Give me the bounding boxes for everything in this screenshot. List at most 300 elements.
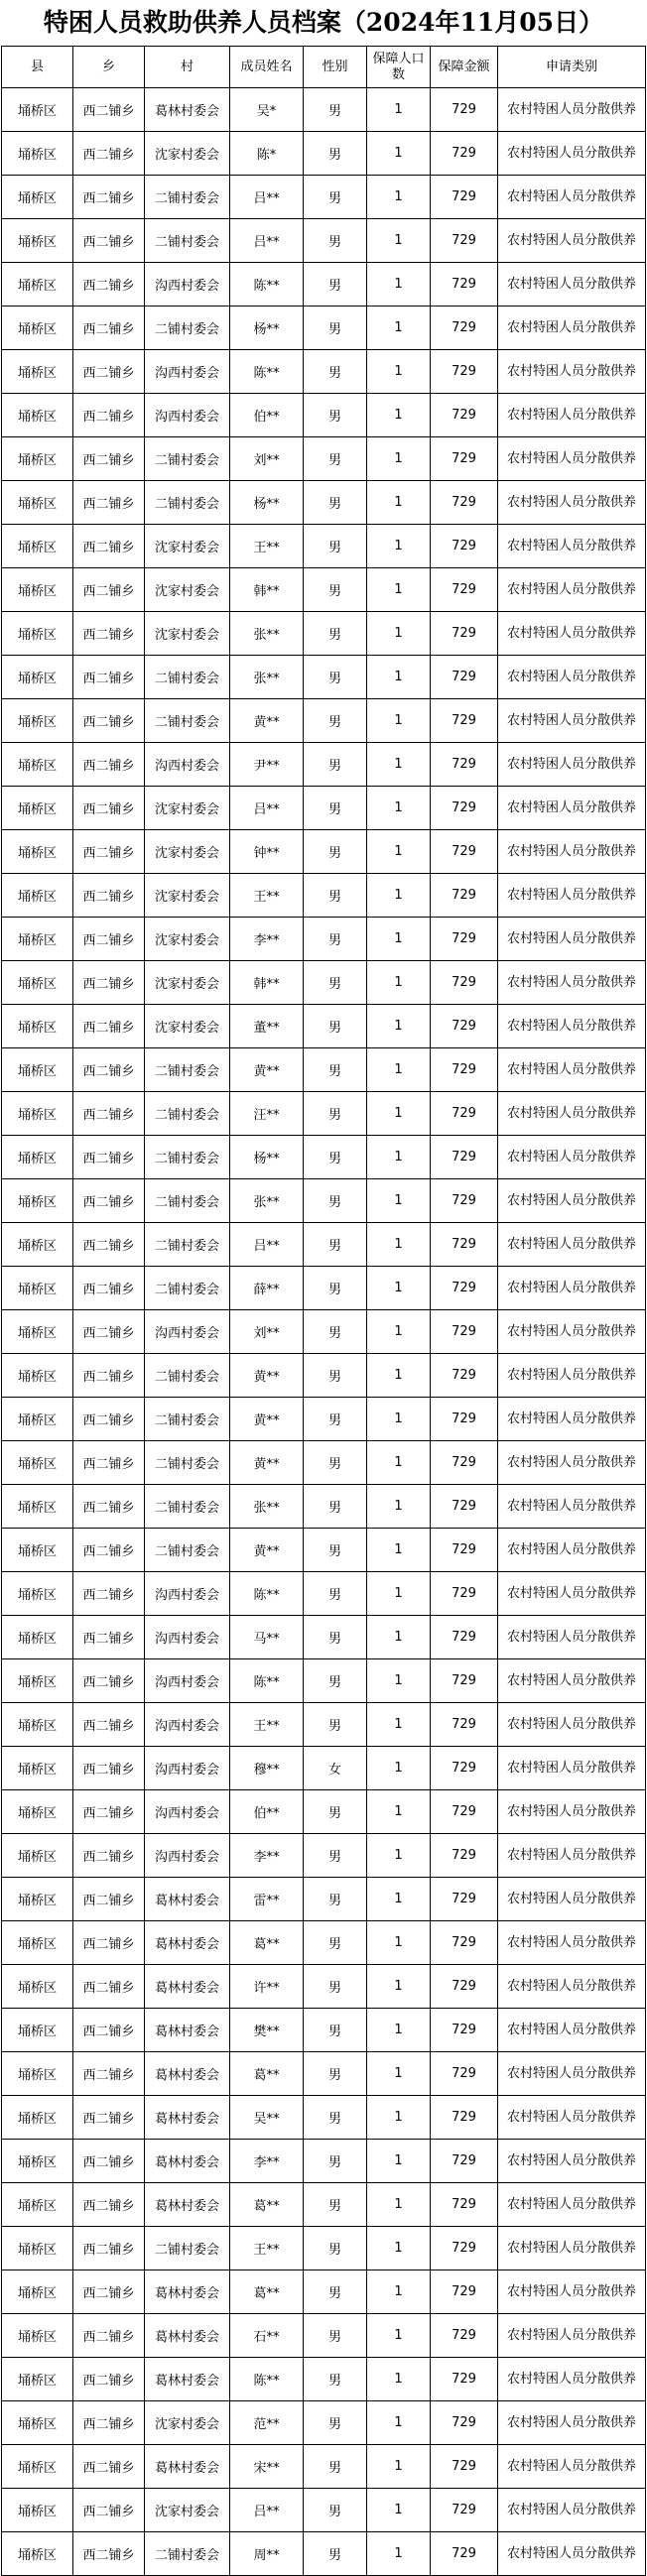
amount-cell: 729: [431, 1921, 498, 1965]
table-body: [2, 88, 646, 2576]
county-cell: 埇桥区: [2, 1659, 73, 1703]
gender-cell: 男: [304, 918, 367, 961]
gender-cell: 男: [304, 1878, 367, 1921]
table-row: [2, 437, 646, 481]
name-cell: 陈**: [230, 350, 304, 394]
category-cell: 农村特困人员分散供养: [498, 2096, 646, 2140]
gender-cell: 男: [304, 830, 367, 874]
county-cell: 埇桥区: [2, 1878, 73, 1921]
name-cell: 陈**: [230, 1572, 304, 1616]
header-name: 成员姓名: [230, 47, 304, 88]
name-cell: 葛**: [230, 1921, 304, 1965]
count-cell: 1: [367, 481, 431, 525]
category-cell: 农村特困人员分散供养: [498, 699, 646, 743]
category-cell: 农村特困人员分散供养: [498, 2270, 646, 2314]
township-cell: 西二铺乡: [73, 307, 145, 350]
amount-cell: 729: [431, 2532, 498, 2576]
amount-cell: 729: [431, 1267, 498, 1310]
category-cell: 农村特困人员分散供养: [498, 1136, 646, 1179]
amount-cell: 729: [431, 2140, 498, 2183]
county-cell: 埇桥区: [2, 830, 73, 874]
township-cell: 西二铺乡: [73, 2140, 145, 2183]
gender-cell: 男: [304, 2489, 367, 2532]
category-cell: 农村特困人员分散供养: [498, 2314, 646, 2358]
village-cell: 二铺村委会: [145, 1441, 230, 1485]
amount-cell: 729: [431, 1223, 498, 1267]
village-cell: 沟西村委会: [145, 1703, 230, 1747]
count-cell: 1: [367, 1703, 431, 1747]
amount-cell: 729: [431, 88, 498, 132]
amount-cell: 729: [431, 263, 498, 307]
count-cell: 1: [367, 743, 431, 787]
amount-cell: 729: [431, 2052, 498, 2096]
amount-cell: 729: [431, 1616, 498, 1659]
gender-cell: 男: [304, 176, 367, 219]
township-cell: 西二铺乡: [73, 1616, 145, 1659]
name-cell: 葛**: [230, 2052, 304, 2096]
county-cell: 埇桥区: [2, 525, 73, 568]
table-row: [2, 1572, 646, 1616]
gender-cell: 男: [304, 1310, 367, 1354]
gender-cell: 男: [304, 2140, 367, 2183]
township-cell: 西二铺乡: [73, 918, 145, 961]
name-cell: 许**: [230, 1965, 304, 2009]
village-cell: 沟西村委会: [145, 1616, 230, 1659]
count-cell: 1: [367, 830, 431, 874]
gender-cell: 男: [304, 1616, 367, 1659]
count-cell: 1: [367, 1005, 431, 1048]
amount-cell: 729: [431, 2096, 498, 2140]
table-row: [2, 1965, 646, 2009]
county-cell: 埇桥区: [2, 1441, 73, 1485]
gender-cell: 男: [304, 2358, 367, 2401]
name-cell: 吕**: [230, 2489, 304, 2532]
village-cell: 沈家村委会: [145, 830, 230, 874]
header-village: 村: [145, 47, 230, 88]
amount-cell: 729: [431, 918, 498, 961]
village-cell: 二铺村委会: [145, 1354, 230, 1398]
category-cell: 农村特困人员分散供养: [498, 612, 646, 656]
gender-cell: 男: [304, 612, 367, 656]
village-cell: 沈家村委会: [145, 612, 230, 656]
township-cell: 西二铺乡: [73, 2270, 145, 2314]
gender-cell: 男: [304, 2314, 367, 2358]
village-cell: 二铺村委会: [145, 1092, 230, 1136]
village-cell: 葛林村委会: [145, 2270, 230, 2314]
gender-cell: 男: [304, 1354, 367, 1398]
table-row: [2, 88, 646, 132]
name-cell: 葛**: [230, 2183, 304, 2227]
gender-cell: 男: [304, 1659, 367, 1703]
category-cell: 农村特困人员分散供养: [498, 1921, 646, 1965]
county-cell: 埇桥区: [2, 568, 73, 612]
gender-cell: 男: [304, 1485, 367, 1529]
amount-cell: 729: [431, 307, 498, 350]
township-cell: 西二铺乡: [73, 1092, 145, 1136]
name-cell: 王**: [230, 1703, 304, 1747]
township-cell: 西二铺乡: [73, 219, 145, 263]
township-cell: 西二铺乡: [73, 1747, 145, 1790]
category-cell: 农村特困人员分散供养: [498, 568, 646, 612]
table-row: [2, 263, 646, 307]
township-cell: 西二铺乡: [73, 961, 145, 1005]
county-cell: 埇桥区: [2, 1485, 73, 1529]
village-cell: 二铺村委会: [145, 1136, 230, 1179]
count-cell: 1: [367, 2009, 431, 2052]
category-cell: 农村特困人员分散供养: [498, 2401, 646, 2445]
gender-cell: 男: [304, 437, 367, 481]
county-cell: 埇桥区: [2, 2096, 73, 2140]
gender-cell: 男: [304, 1223, 367, 1267]
gender-cell: 男: [304, 2096, 367, 2140]
name-cell: 黄**: [230, 699, 304, 743]
name-cell: 伯**: [230, 394, 304, 437]
county-cell: 埇桥区: [2, 1223, 73, 1267]
name-cell: 石**: [230, 2314, 304, 2358]
table-row: [2, 743, 646, 787]
name-cell: 韩**: [230, 961, 304, 1005]
gender-cell: 男: [304, 2445, 367, 2489]
county-cell: 埇桥区: [2, 1179, 73, 1223]
category-cell: 农村特困人员分散供养: [498, 1310, 646, 1354]
county-cell: 埇桥区: [2, 961, 73, 1005]
name-cell: 吕**: [230, 787, 304, 830]
table-row: [2, 2358, 646, 2401]
amount-cell: 729: [431, 2009, 498, 2052]
village-cell: 二铺村委会: [145, 307, 230, 350]
table-row: [2, 568, 646, 612]
gender-cell: 男: [304, 350, 367, 394]
gender-cell: 男: [304, 2009, 367, 2052]
county-cell: 埇桥区: [2, 1921, 73, 1965]
township-cell: 西二铺乡: [73, 437, 145, 481]
table-row: [2, 1179, 646, 1223]
count-cell: 1: [367, 1572, 431, 1616]
count-cell: 1: [367, 1616, 431, 1659]
name-cell: 宋**: [230, 2445, 304, 2489]
county-cell: 埇桥区: [2, 132, 73, 176]
table-row: [2, 918, 646, 961]
gender-cell: 男: [304, 132, 367, 176]
count-cell: 1: [367, 1223, 431, 1267]
county-cell: 埇桥区: [2, 263, 73, 307]
village-cell: 沈家村委会: [145, 2401, 230, 2445]
township-cell: 西二铺乡: [73, 1965, 145, 2009]
township-cell: 西二铺乡: [73, 2532, 145, 2576]
township-cell: 西二铺乡: [73, 1659, 145, 1703]
village-cell: 葛林村委会: [145, 2183, 230, 2227]
name-cell: 黄**: [230, 1354, 304, 1398]
gender-cell: 男: [304, 568, 367, 612]
gender-cell: 男: [304, 88, 367, 132]
table-row: [2, 1310, 646, 1354]
gender-cell: 男: [304, 263, 367, 307]
village-cell: 葛林村委会: [145, 88, 230, 132]
gender-cell: 男: [304, 525, 367, 568]
table-row: [2, 1616, 646, 1659]
table-row: [2, 1703, 646, 1747]
count-cell: 1: [367, 1398, 431, 1441]
category-cell: 农村特困人员分散供养: [498, 874, 646, 918]
village-cell: 葛林村委会: [145, 2096, 230, 2140]
county-cell: 埇桥区: [2, 1048, 73, 1092]
township-cell: 西二铺乡: [73, 2227, 145, 2270]
gender-cell: 男: [304, 1921, 367, 1965]
village-cell: 沟西村委会: [145, 1659, 230, 1703]
page-title: 特困人员救助供养人员档案（2024年11月05日）: [43, 8, 604, 37]
village-cell: 二铺村委会: [145, 481, 230, 525]
township-cell: 西二铺乡: [73, 787, 145, 830]
category-cell: 农村特困人员分散供养: [498, 1223, 646, 1267]
category-cell: 农村特困人员分散供养: [498, 1965, 646, 2009]
amount-cell: 729: [431, 2401, 498, 2445]
category-cell: 农村特困人员分散供养: [498, 2140, 646, 2183]
table-row: [2, 2009, 646, 2052]
township-cell: 西二铺乡: [73, 1354, 145, 1398]
name-cell: 樊**: [230, 2009, 304, 2052]
county-cell: 埇桥区: [2, 1136, 73, 1179]
township-cell: 西二铺乡: [73, 1267, 145, 1310]
name-cell: 王**: [230, 2227, 304, 2270]
category-cell: 农村特困人员分散供养: [498, 1179, 646, 1223]
name-cell: 吴*: [230, 88, 304, 132]
county-cell: 埇桥区: [2, 176, 73, 219]
count-cell: 1: [367, 1921, 431, 1965]
category-cell: 农村特困人员分散供养: [498, 525, 646, 568]
count-cell: 1: [367, 1529, 431, 1572]
name-cell: 刘**: [230, 437, 304, 481]
count-cell: 1: [367, 1092, 431, 1136]
count-cell: 1: [367, 176, 431, 219]
gender-cell: 男: [304, 699, 367, 743]
name-cell: 张**: [230, 612, 304, 656]
table-row: [2, 481, 646, 525]
village-cell: 沟西村委会: [145, 743, 230, 787]
village-cell: 沈家村委会: [145, 961, 230, 1005]
category-cell: 农村特困人员分散供养: [498, 1834, 646, 1878]
county-cell: 埇桥区: [2, 2314, 73, 2358]
amount-cell: 729: [431, 787, 498, 830]
gender-cell: 男: [304, 1136, 367, 1179]
village-cell: 二铺村委会: [145, 1485, 230, 1529]
village-cell: 沈家村委会: [145, 874, 230, 918]
table-row: [2, 1659, 646, 1703]
table-row: [2, 1834, 646, 1878]
category-cell: 农村特困人员分散供养: [498, 1441, 646, 1485]
name-cell: 韩**: [230, 568, 304, 612]
gender-cell: 女: [304, 1747, 367, 1790]
category-cell: 农村特困人员分散供养: [498, 961, 646, 1005]
count-cell: 1: [367, 699, 431, 743]
table-row: [2, 2401, 646, 2445]
gender-cell: 男: [304, 481, 367, 525]
amount-cell: 729: [431, 1048, 498, 1092]
gender-cell: 男: [304, 2270, 367, 2314]
table-row: [2, 1136, 646, 1179]
table-row: [2, 1921, 646, 1965]
gender-cell: 男: [304, 1703, 367, 1747]
county-cell: 埇桥区: [2, 2401, 73, 2445]
category-cell: 农村特困人员分散供养: [498, 787, 646, 830]
gender-cell: 男: [304, 1790, 367, 1834]
name-cell: 陈*: [230, 132, 304, 176]
amount-cell: 729: [431, 2314, 498, 2358]
name-cell: 王**: [230, 525, 304, 568]
table-row: [2, 1354, 646, 1398]
township-cell: 西二铺乡: [73, 1703, 145, 1747]
count-cell: 1: [367, 1136, 431, 1179]
name-cell: 李**: [230, 2140, 304, 2183]
county-cell: 埇桥区: [2, 307, 73, 350]
amount-cell: 729: [431, 1703, 498, 1747]
table-row: [2, 2096, 646, 2140]
village-cell: 葛林村委会: [145, 1878, 230, 1921]
amount-cell: 729: [431, 394, 498, 437]
county-cell: 埇桥区: [2, 1965, 73, 2009]
gender-cell: 男: [304, 307, 367, 350]
table-row: [2, 2052, 646, 2096]
name-cell: 吕**: [230, 176, 304, 219]
table-row: [2, 2270, 646, 2314]
township-cell: 西二铺乡: [73, 1878, 145, 1921]
county-cell: 埇桥区: [2, 88, 73, 132]
township-cell: 西二铺乡: [73, 1179, 145, 1223]
county-cell: 埇桥区: [2, 350, 73, 394]
village-cell: 二铺村委会: [145, 437, 230, 481]
category-cell: 农村特困人员分散供养: [498, 88, 646, 132]
county-cell: 埇桥区: [2, 481, 73, 525]
category-cell: 农村特困人员分散供养: [498, 219, 646, 263]
gender-cell: 男: [304, 743, 367, 787]
name-cell: 薛**: [230, 1267, 304, 1310]
count-cell: 1: [367, 961, 431, 1005]
table-row: [2, 612, 646, 656]
category-cell: 农村特困人员分散供养: [498, 1048, 646, 1092]
gender-cell: 男: [304, 2183, 367, 2227]
name-cell: 吴**: [230, 2096, 304, 2140]
name-cell: 杨**: [230, 481, 304, 525]
township-cell: 西二铺乡: [73, 1398, 145, 1441]
header-count: 保障人口数: [367, 47, 431, 88]
county-cell: 埇桥区: [2, 2532, 73, 2576]
table-row: [2, 1398, 646, 1441]
village-cell: 二铺村委会: [145, 2532, 230, 2576]
amount-cell: 729: [431, 2270, 498, 2314]
table-row: [2, 2140, 646, 2183]
name-cell: 杨**: [230, 1136, 304, 1179]
category-cell: 农村特困人员分散供养: [498, 1485, 646, 1529]
name-cell: 范**: [230, 2401, 304, 2445]
count-cell: 1: [367, 1878, 431, 1921]
category-cell: 农村特困人员分散供养: [498, 1878, 646, 1921]
county-cell: 埇桥区: [2, 1703, 73, 1747]
township-cell: 西二铺乡: [73, 88, 145, 132]
count-cell: 1: [367, 1267, 431, 1310]
township-cell: 西二铺乡: [73, 699, 145, 743]
village-cell: 二铺村委会: [145, 1398, 230, 1441]
name-cell: 黄**: [230, 1048, 304, 1092]
gender-cell: 男: [304, 1965, 367, 2009]
amount-cell: 729: [431, 1834, 498, 1878]
amount-cell: 729: [431, 132, 498, 176]
count-cell: 1: [367, 2489, 431, 2532]
village-cell: 二铺村委会: [145, 1223, 230, 1267]
name-cell: 黄**: [230, 1529, 304, 1572]
village-cell: 二铺村委会: [145, 2227, 230, 2270]
amount-cell: 729: [431, 1790, 498, 1834]
village-cell: 沟西村委会: [145, 394, 230, 437]
county-cell: 埇桥区: [2, 1790, 73, 1834]
county-cell: 埇桥区: [2, 2489, 73, 2532]
village-cell: 二铺村委会: [145, 1048, 230, 1092]
name-cell: 伯**: [230, 1790, 304, 1834]
township-cell: 西二铺乡: [73, 1572, 145, 1616]
county-cell: 埇桥区: [2, 1398, 73, 1441]
township-cell: 西二铺乡: [73, 525, 145, 568]
count-cell: 1: [367, 394, 431, 437]
gender-cell: 男: [304, 2401, 367, 2445]
amount-cell: 729: [431, 568, 498, 612]
township-cell: 西二铺乡: [73, 1310, 145, 1354]
category-cell: 农村特困人员分散供养: [498, 2489, 646, 2532]
gender-cell: 男: [304, 219, 367, 263]
category-cell: 农村特困人员分散供养: [498, 394, 646, 437]
name-cell: 张**: [230, 1485, 304, 1529]
header-amount: 保障金额: [431, 47, 498, 88]
township-cell: 西二铺乡: [73, 2401, 145, 2445]
table-row: [2, 2183, 646, 2227]
category-cell: 农村特困人员分散供养: [498, 1267, 646, 1310]
township-cell: 西二铺乡: [73, 1485, 145, 1529]
amount-cell: 729: [431, 2358, 498, 2401]
county-cell: 埇桥区: [2, 2183, 73, 2227]
category-cell: 农村特困人员分散供养: [498, 1005, 646, 1048]
amount-cell: 729: [431, 1136, 498, 1179]
township-cell: 西二铺乡: [73, 2489, 145, 2532]
table-row: [2, 307, 646, 350]
village-cell: 二铺村委会: [145, 1179, 230, 1223]
county-cell: 埇桥区: [2, 874, 73, 918]
township-cell: 西二铺乡: [73, 2358, 145, 2401]
county-cell: 埇桥区: [2, 394, 73, 437]
gender-cell: 男: [304, 1398, 367, 1441]
category-cell: 农村特困人员分散供养: [498, 918, 646, 961]
township-cell: 西二铺乡: [73, 1834, 145, 1878]
table-row: [2, 1878, 646, 1921]
header-township: 乡: [73, 47, 145, 88]
county-cell: 埇桥区: [2, 2445, 73, 2489]
name-cell: 黄**: [230, 1398, 304, 1441]
category-cell: 农村特困人员分散供养: [498, 1790, 646, 1834]
name-cell: 张**: [230, 1179, 304, 1223]
table-row: [2, 1529, 646, 1572]
township-cell: 西二铺乡: [73, 830, 145, 874]
amount-cell: 729: [431, 2227, 498, 2270]
village-cell: 沟西村委会: [145, 1572, 230, 1616]
table-row: [2, 1747, 646, 1790]
amount-cell: 729: [431, 1310, 498, 1354]
count-cell: 1: [367, 2314, 431, 2358]
category-cell: 农村特困人员分散供养: [498, 437, 646, 481]
amount-cell: 729: [431, 1092, 498, 1136]
name-cell: 李**: [230, 918, 304, 961]
table-row: [2, 1485, 646, 1529]
gender-cell: 男: [304, 1441, 367, 1485]
amount-cell: 729: [431, 481, 498, 525]
township-cell: 西二铺乡: [73, 1136, 145, 1179]
table-row: [2, 219, 646, 263]
village-cell: 沈家村委会: [145, 1005, 230, 1048]
